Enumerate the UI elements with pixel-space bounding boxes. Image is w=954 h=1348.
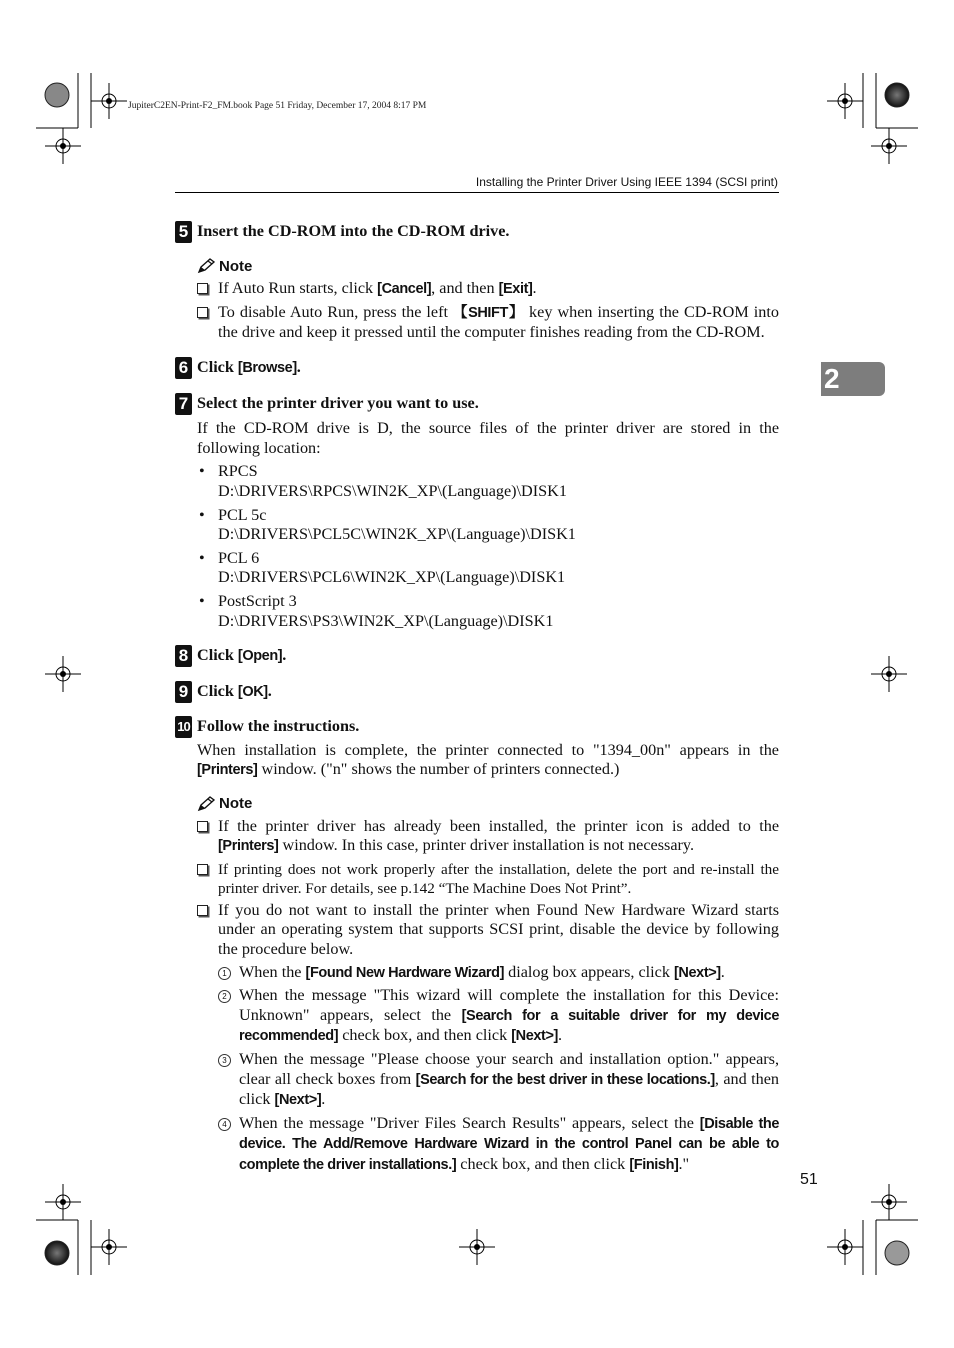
procedure-step: 2 When the message "This wizard will complete the installation for this Device: Unknown" appears, select the [Search for a suitable driver for my device recommended] check box, and then click [Next>]. [175, 986, 779, 1047]
pencil-icon [197, 258, 215, 274]
chapter-tab [821, 362, 885, 396]
step-10 [175, 717, 779, 737]
note-item: If Auto Run starts, click [Cancel], and then [Exit]. [175, 279, 779, 300]
step-text: Select the printer driver you want to use. [197, 393, 479, 412]
checkbox-bullet-icon [197, 821, 208, 832]
step-circle-number: 1 [218, 967, 231, 980]
step-5 [175, 222, 779, 242]
step-text: Follow the instructions. [197, 717, 360, 736]
step-number: 9 [175, 681, 192, 703]
step-6: 6 Click [Browse]. [175, 358, 779, 379]
step-9: 9 Click [OK]. [175, 682, 779, 703]
header-rule [175, 192, 779, 193]
note-heading [197, 794, 779, 814]
running-head: Installing the Printer Driver Using IEEE 1394 (SCSI print) [475, 175, 778, 189]
book-meta: JupiterC2EN-Print-F2_FM.book Page 51 Friday, December 17, 2004 8:17 PM [128, 101, 427, 111]
note-heading [197, 257, 779, 277]
checkbox-bullet-icon [197, 864, 208, 875]
step-8: 8 Click [Open]. [175, 646, 779, 667]
step-number: 6 [175, 357, 192, 379]
step-7 [175, 394, 779, 414]
step-number: 7 [175, 393, 192, 415]
note-item: If the printer driver has already been installed, the printer icon is added to the [Printers] window. In this case, printer driver installation is not necessary. [175, 817, 779, 857]
note-item: If you do not want to install the printer when Found New Hardware Wizard starts under an operating system that supports SCSI print, disable the device by following the procedure below. [175, 901, 779, 960]
note-item: If printing does not work properly after the installation, delete the port and re-install the printer driver. For details, see p.142 “The Machine Does Not Print”. [175, 860, 779, 898]
step-number: 10 [175, 716, 192, 738]
driver-item: • RPCS D:\DRIVERS\RPCS\WIN2K_XP\(Language)\DISK1 [175, 462, 779, 501]
checkbox-bullet-icon [197, 283, 208, 294]
step-text: Insert the CD-ROM into the CD-ROM drive. [197, 222, 510, 240]
step-circle-number: 4 [218, 1118, 231, 1131]
step-number: 5 [175, 221, 192, 243]
main-content [175, 222, 779, 1176]
page-number: 51 [800, 1171, 818, 1188]
procedure-step: 1 When the [Found New Hardware Wizard] dialog box appears, click [Next>]. [175, 963, 779, 984]
checkbox-bullet-icon [197, 905, 208, 916]
step-10-paragraph: When installation is complete, the printer connected to "1394_00n" appears in the [Printers] window. ("n" shows the number of printers connected.) [197, 740, 779, 779]
driver-item: • PCL 5c D:\DRIVERS\PCL5C\WIN2K_XP\(Language)\DISK1 [175, 506, 779, 545]
procedure-step: 4 When the message "Driver Files Search Results" appears, select the [Disable the device. The Add/Remove Hardware Wizard in the control Panel can be able to complete the driver installations.] check box, and then click [Finish]." [175, 1114, 779, 1176]
step-7-paragraph: If the CD-ROM drive is D, the source files of the printer driver are stored in the following location: [197, 419, 779, 457]
step-number: 8 [175, 645, 192, 667]
chapter-number: 2 [824, 363, 839, 394]
note-item: To disable Auto Run, press the left 【SHIFT】 key when inserting the CD-ROM into the drive and keep it pressed until the computer finishes reading from the CD-ROM. [175, 303, 779, 343]
driver-item: • PostScript 3 D:\DRIVERS\PS3\WIN2K_XP\(Language)\DISK1 [175, 592, 779, 631]
pencil-icon [197, 796, 215, 812]
checkbox-bullet-icon [197, 307, 208, 318]
driver-item: • PCL 6 D:\DRIVERS\PCL6\WIN2K_XP\(Language)\DISK1 [175, 549, 779, 588]
procedure-step: 3 When the message "Please choose your search and installation option." appears, clear all check boxes from [Search for the best driver in these locations.], and then click [Next>]. [175, 1050, 779, 1111]
note-label: Note [219, 257, 253, 275]
step-circle-number: 3 [218, 1054, 231, 1067]
step-circle-number: 2 [218, 990, 231, 1003]
note-label: Note [219, 795, 253, 813]
